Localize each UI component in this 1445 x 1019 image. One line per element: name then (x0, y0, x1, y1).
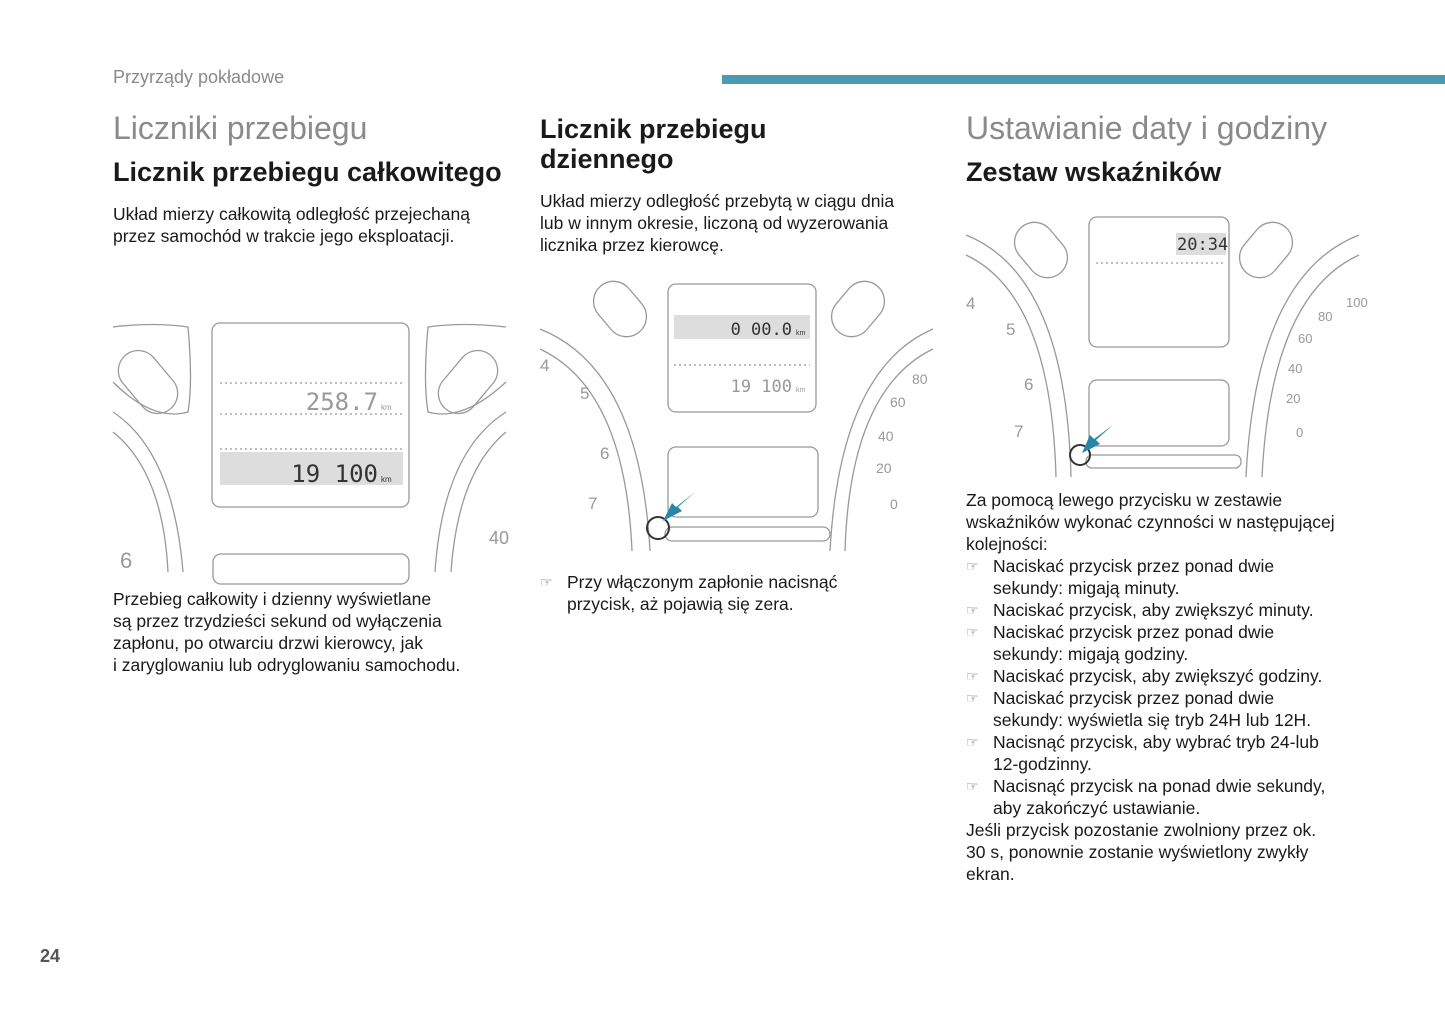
section-title: Licznik przebiegu dziennego (540, 114, 767, 174)
pointing-hand-icon: ☞ (966, 734, 979, 750)
list-item: ☞ Nacisnąć przycisk, aby wybrać tryb 24-lub 12-godzinny. (966, 732, 1319, 774)
footer-note: Jeśli przycisk pozostanie zwolniony przez ok. 30 s, ponownie zostanie wyświetlony zwykły ekran. (966, 820, 1317, 884)
clock-illustration (966, 215, 1368, 477)
pointing-hand-icon: ☞ (966, 624, 979, 640)
list-item: ☞ Naciskać przycisk przez ponad dwie sekundy: wyświetla się tryb 24H lub 12H. (966, 688, 1312, 730)
svg-text:5: 5 (580, 384, 590, 403)
trip-unit: km (796, 330, 806, 337)
gauge-label: 6 (120, 548, 133, 573)
time-readout: 20:34 (1177, 235, 1229, 255)
pointing-hand-icon: ☞ (966, 690, 979, 706)
pointing-hand-icon: ☞ (540, 574, 553, 590)
svg-text:4: 4 (540, 356, 550, 375)
svg-text:40: 40 (1288, 361, 1303, 376)
trip-unit: km (381, 403, 392, 412)
svg-text:0: 0 (1296, 425, 1304, 440)
total-unit: km (796, 387, 806, 394)
svg-text:20: 20 (876, 460, 892, 476)
section-title: Liczniki przebiegu (113, 110, 368, 146)
subsection-title: Licznik przebiegu całkowitego (113, 157, 502, 187)
column-clock (966, 110, 1386, 187)
trip-reset-button (647, 517, 669, 539)
svg-text:0: 0 (890, 496, 898, 512)
intro-text: Za pomocą lewego przycisku w zestawie wskaźników wykonać czynności w następującej kolejności: (966, 490, 1335, 554)
svg-text:4: 4 (966, 294, 976, 313)
gauge-labels (966, 294, 1368, 441)
pointing-hand-icon: ☞ (966, 602, 979, 618)
odometer-illustration (113, 322, 510, 573)
list-item: ☞ Naciskać przycisk przez ponad dwie sekundy: migają minuty. (966, 556, 1275, 598)
list-item: ☞ Naciskać przycisk przez ponad dwie sekundy: migają godziny. (966, 622, 1275, 664)
pointing-hand-icon: ☞ (966, 778, 979, 794)
pointing-hand-icon: ☞ (966, 668, 979, 684)
page-number: 24 (40, 946, 61, 966)
total-unit: km (381, 475, 392, 484)
column-trip (540, 114, 940, 256)
svg-text:6: 6 (600, 444, 610, 463)
arrow-icon (1082, 425, 1113, 453)
clock-instructions (966, 489, 1366, 885)
section-title: Ustawianie daty i godziny (966, 110, 1328, 146)
trip-steps (540, 571, 930, 615)
svg-text:5: 5 (1006, 320, 1016, 339)
list-item: ☞ Naciskać przycisk, aby zwiększyć godziny. (966, 666, 1323, 686)
svg-text:60: 60 (1298, 331, 1313, 346)
svg-text:80: 80 (912, 371, 928, 387)
list-item: ☞ Przy włączonym zapłonie nacisnąć przycisk, aż pojawią się zera. (540, 572, 838, 614)
total-readout: 19 100 (291, 460, 378, 488)
intro-text: Układ mierzy odległość przebytą w ciągu dnia lub w innym okresie, liczoną od wyzerowania licznika przez kierowcę. (540, 191, 895, 255)
trip-readout: 0 00.0 (730, 320, 792, 340)
display-note: Przebieg całkowity i dzienny wyświetlane są przez trzydzieści sekund od wyłączenia zapłonu, po otwarciu drzwi kierowcy, jak i zaryglowaniu lub odryglowaniu samochodu. (113, 589, 461, 675)
trip-illustration (540, 289, 933, 551)
svg-text:60: 60 (890, 394, 906, 410)
clock-steps (966, 555, 1366, 819)
list-item: ☞ Nacisnąć przycisk na ponad dwie sekundy, aby zakończyć ustawianie. (966, 776, 1326, 818)
pointing-hand-icon: ☞ (966, 558, 979, 574)
column-odometer (113, 110, 533, 247)
svg-text:7: 7 (588, 494, 598, 513)
total-readout: 19 100 (730, 377, 792, 397)
svg-text:100: 100 (1346, 295, 1368, 310)
accent-bar (722, 75, 1445, 84)
subsection-title: Zestaw wskaźników (966, 157, 1222, 187)
svg-text:7: 7 (1014, 422, 1024, 441)
svg-text:40: 40 (878, 428, 894, 444)
section-header: Przyrządy pokładowe (113, 67, 285, 87)
svg-text:20: 20 (1286, 391, 1301, 406)
svg-text:80: 80 (1318, 309, 1333, 324)
list-item: ☞ Naciskać przycisk, aby zwiększyć minuty. (966, 600, 1314, 620)
trip-readout: 258.7 (305, 388, 378, 416)
intro-text: Układ mierzy całkowitą odległość przejechaną przez samochód w trakcie jego eksploatacji. (113, 204, 470, 246)
svg-text:6: 6 (1024, 375, 1034, 394)
gauge-label: 40 (489, 528, 510, 548)
